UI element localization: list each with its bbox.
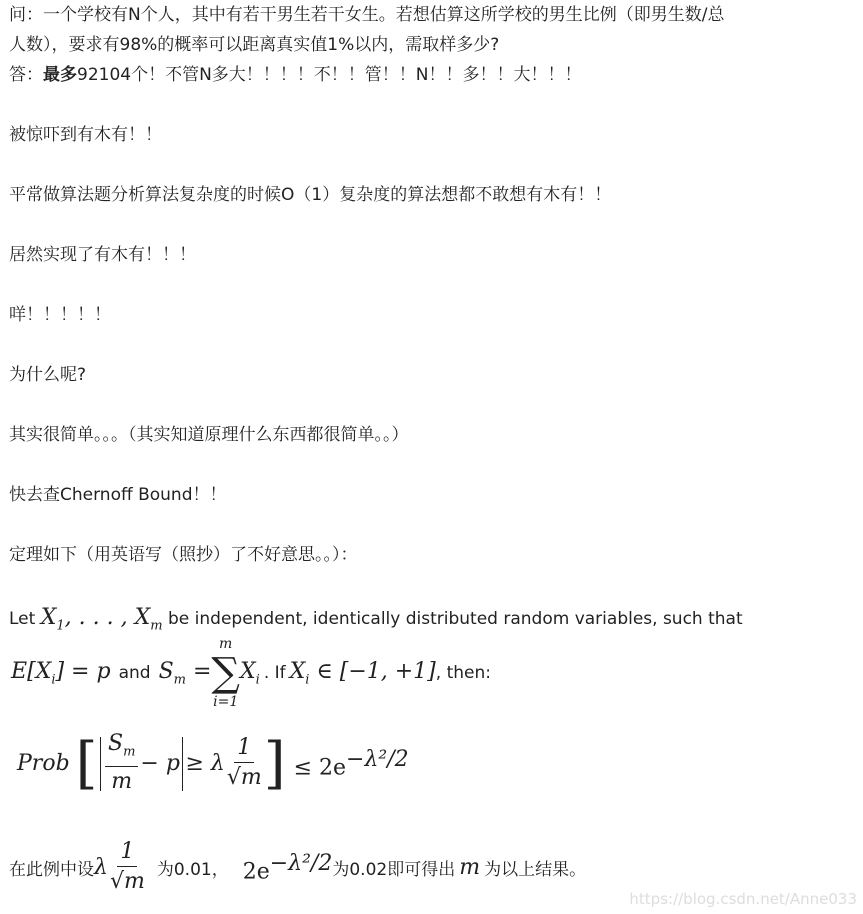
paragraph-6: 其实很简单。。。（其实知道原理什么东西都很简单。。） [9,425,409,445]
conclusion-text-1: 在此例中设 [9,860,94,880]
interval: $X_i$ ∈ [−1, +1] [289,658,436,688]
paragraph-4: 咩！！！！！ [9,305,111,325]
abs-bar-left [100,737,102,791]
right-bracket: ] [263,731,286,797]
theorem-text: be independent, identically distributed random variables, such that [168,609,743,629]
paragraph-7: 快去查Chernoff Bound！！ [9,485,227,505]
if-text: . If [263,663,286,683]
left-bracket: [ [75,731,98,797]
minus-p: − p [140,751,180,777]
summation-icon: m ∑ i=1 [211,636,240,710]
watermark: https://blog.csdn.net/Anne033 [629,890,857,908]
answer-rest: 92104个！不管N多大！！！！不！！管！！N！！多！！大！！！ [77,65,582,85]
fraction-1-sqrt-m: $\frac{1}{√m}$ [226,735,262,791]
abs-bar-right [182,737,184,791]
m-var: m [459,855,481,880]
conclusion-text-2: 为0.01， [156,860,229,880]
paragraph-1: 被惊吓到有木有！！ [9,125,162,145]
fraction-1-sqrt-m: $\frac{1}{√m}$ [109,839,145,894]
prob-label: Prob [17,751,70,777]
answer-bold: 最多 [43,65,77,85]
expectation: $E[X_i] = p$ [11,658,111,688]
and-text: and [118,663,151,683]
two-e-expr: $2e^{-\lambda^2/2}$ [242,850,333,885]
chernoff-formula [17,730,409,797]
then-text: , then: [435,663,491,683]
question-line-1: 问：一个学校有N个人，其中有若干男生若干女生。若想估算这所学校的男生比例（即男生数/总 [9,5,725,25]
conclusion-line [9,838,586,897]
paragraph-2: 平常做算法题分析算法复杂度的时候O（1）复杂度的算法想都不敢想有木有！！ [9,185,612,205]
xi: $X_i$ [239,658,260,688]
article-body [9,0,859,600]
answer-prefix: 答： [9,65,43,85]
question-line-2: 人数），要求有98%的概率可以距离真实值1%以内，需取样多少? [9,35,500,55]
x-sequence: $X_1$, . . . , $X_m$ [40,605,163,634]
bound: ≤ $2e^{-\lambda^2/2}$ [293,747,409,781]
fraction-sm-m: $\frac{S_m}{m}$ [105,730,138,797]
lambda: λ [94,855,108,880]
paragraph-3: 居然实现了有木有！！！ [9,245,196,265]
sum-lhs: $S_m$ = [158,658,212,688]
conclusion-text-4: 为以上结果。 [484,860,587,880]
geq-lambda: ≥ λ [185,751,225,777]
let-text: Let [9,609,36,629]
conclusion-text-3: 为0.02即可得出 [332,860,456,880]
theorem-line-2 [11,636,491,710]
paragraph-8: 定理如下（用英语写（照抄）了不好意思。。）： [9,545,358,565]
paragraph-5: 为什么呢? [9,365,87,385]
answer [9,60,859,90]
